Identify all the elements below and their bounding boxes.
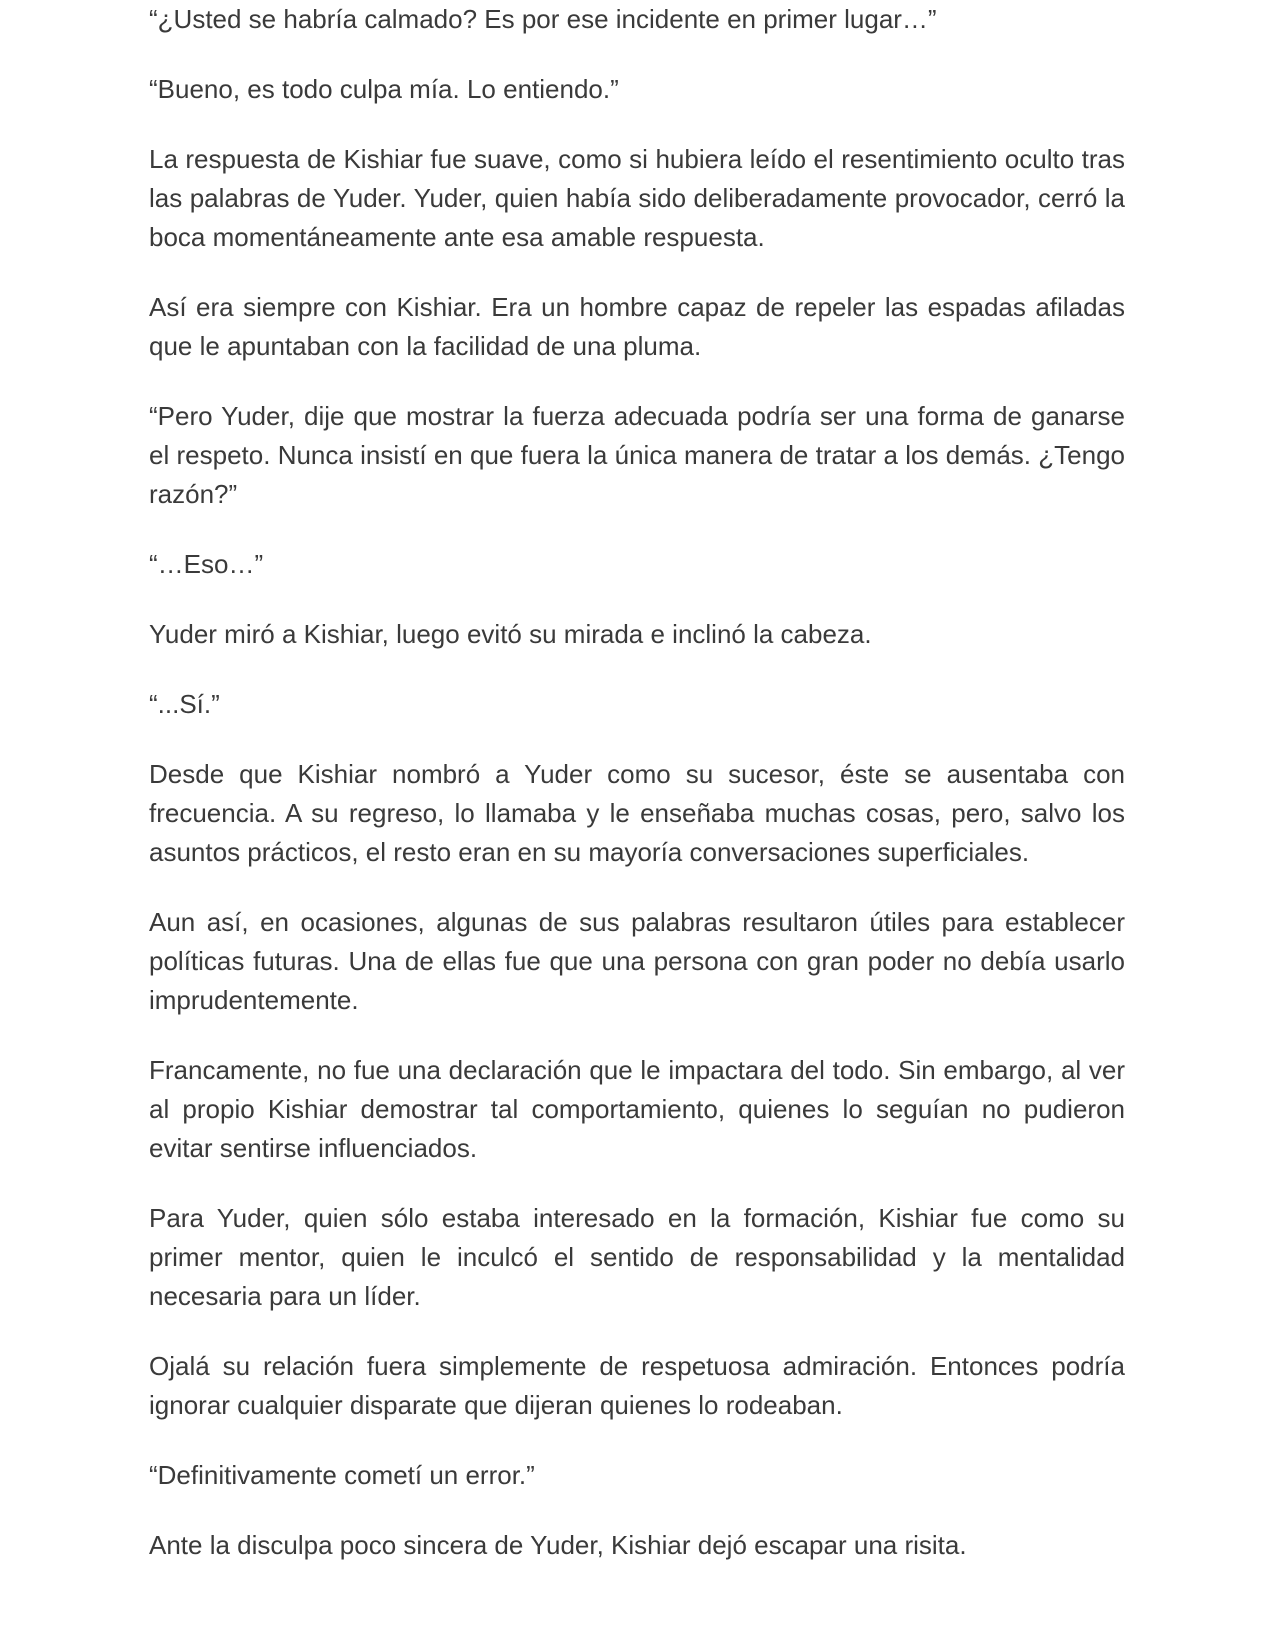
paragraph: “Definitivamente cometí un error.”: [149, 1460, 535, 1490]
document-page: [149, 0, 1125, 1596]
paragraph: Para Yuder, quien sólo estaba interesado en la formación, Kishiar fue como su primer mentor, quien le inculcó el sentido de responsabilidad y la mentalidad necesaria para un líder.: [149, 1203, 1125, 1311]
paragraph: La respuesta de Kishiar fue suave, como si hubiera leído el resentimiento oculto tras las palabras de Yuder. Yuder, quien había sido deliberadamente provocador, cerró la boca momentáneamente ante esa amable respuesta.: [149, 144, 1125, 252]
paragraph: Aun así, en ocasiones, algunas de sus palabras resultaron útiles para establecer políticas futuras. Una de ellas fue que una persona con gran poder no debía usarlo imprudentemente.: [149, 907, 1125, 1015]
paragraph: Ojalá su relación fuera simplemente de respetuosa admiración. Entonces podría ignorar cualquier disparate que dijeran quienes lo rodeaban.: [149, 1351, 1125, 1420]
paragraph: “...Sí.”: [149, 689, 220, 719]
paragraph: Yuder miró a Kishiar, luego evitó su mirada e inclinó la cabeza.: [149, 619, 872, 649]
paragraph: “¿Usted se habría calmado? Es por ese incidente en primer lugar…”: [149, 4, 937, 34]
paragraph: Ante la disculpa poco sincera de Yuder, Kishiar dejó escapar una risita.: [149, 1530, 967, 1560]
paragraph: “Pero Yuder, dije que mostrar la fuerza adecuada podría ser una forma de ganarse el respeto. Nunca insistí en que fuera la única manera de tratar a los demás. ¿Tengo razón?”: [149, 401, 1125, 509]
paragraph: Francamente, no fue una declaración que le impactara del todo. Sin embargo, al ver al propio Kishiar demostrar tal comportamiento, quienes lo seguían no pudieron evitar sentirse influenciados.: [149, 1055, 1125, 1163]
paragraph: Desde que Kishiar nombró a Yuder como su sucesor, éste se ausentaba con frecuencia. A su regreso, lo llamaba y le enseñaba muchas cosas, pero, salvo los asuntos prácticos, el resto eran en su mayoría conversaciones superficiales.: [149, 759, 1125, 867]
paragraph: “…Eso…”: [149, 549, 264, 579]
paragraph: Así era siempre con Kishiar. Era un hombre capaz de repeler las espadas afiladas que le apuntaban con la facilidad de una pluma.: [149, 292, 1125, 361]
paragraph: “Bueno, es todo culpa mía. Lo entiendo.”: [149, 74, 619, 104]
